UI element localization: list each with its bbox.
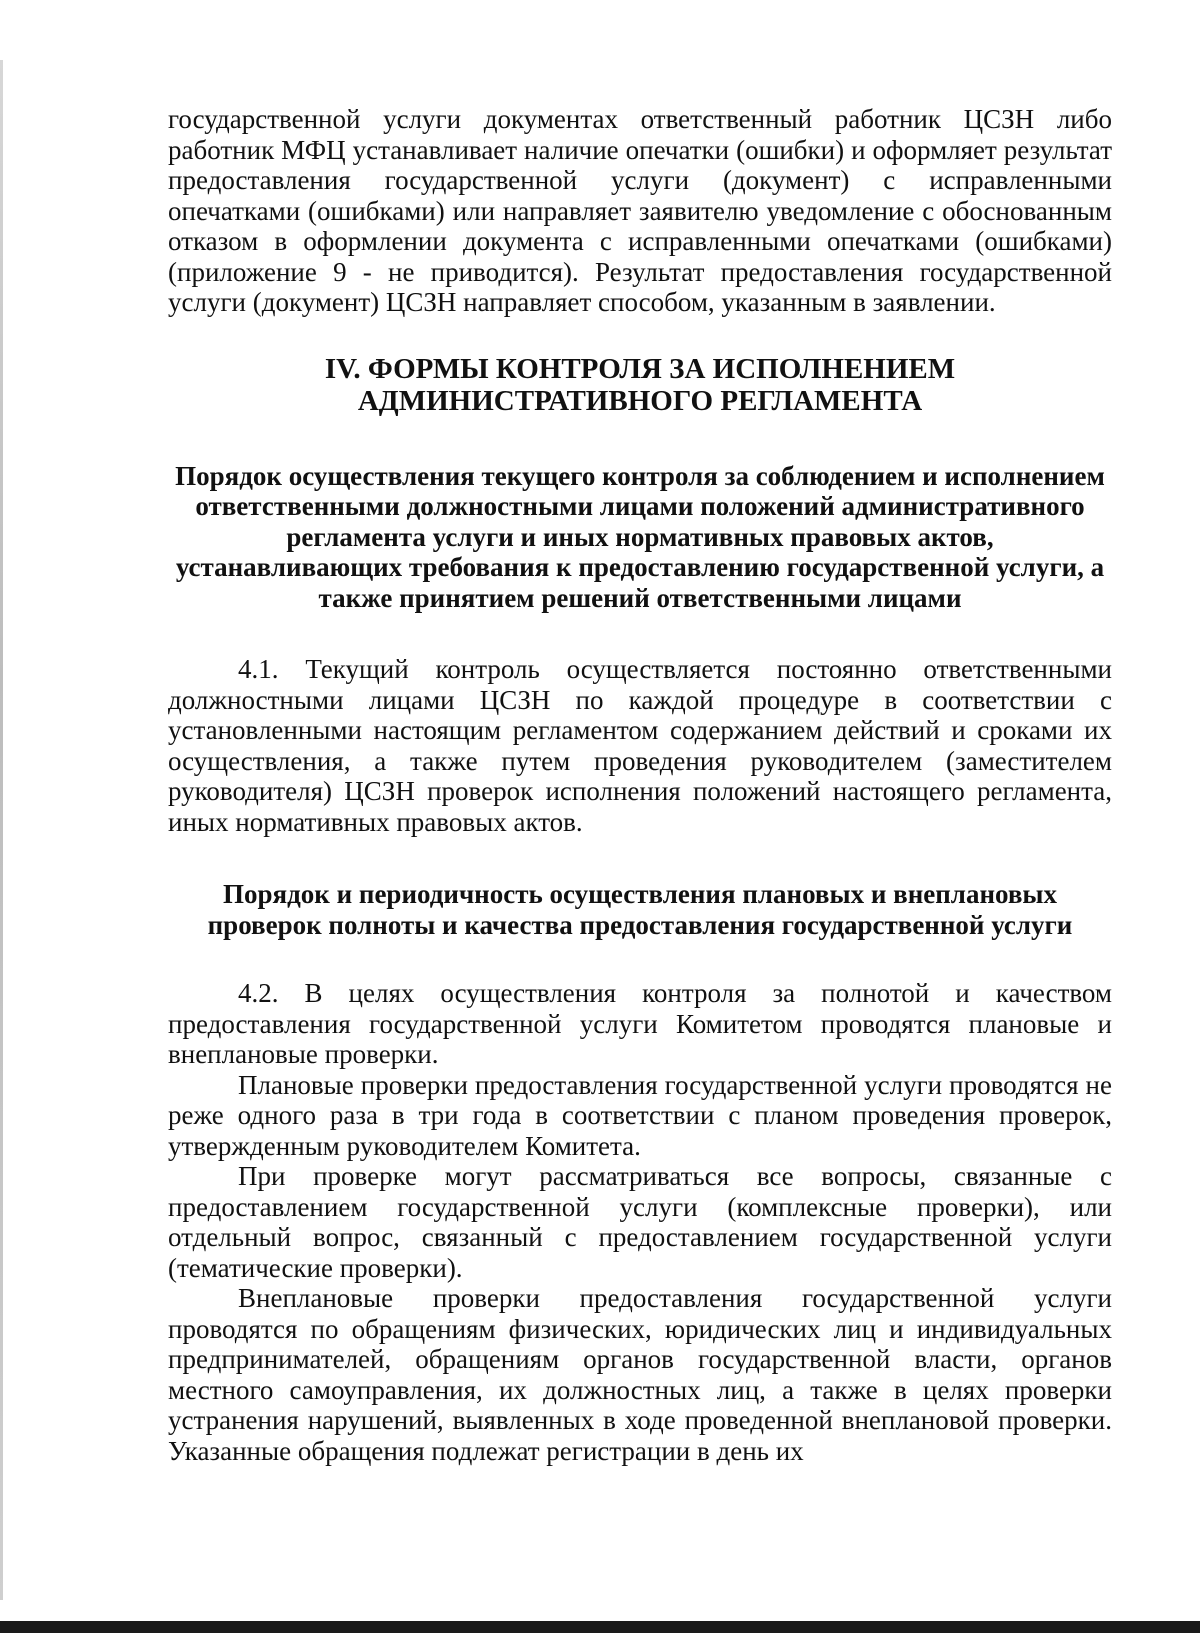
section-title-line-2: АДМИНИСТРАТИВНОГО РЕГЛАМЕНТА: [357, 384, 923, 417]
paragraph-4-2: 4.2. В целях осуществления контроля за полнотой и качеством предоставления государственной услуги Комитетом проводятся плановые и внеплановые проверки.: [168, 978, 1112, 1069]
intro-paragraph: государственной услуги документах ответственный работник ЦСЗН либо работник МФЦ устанавливает наличие опечатки (ошибки) и оформляет результат предоставления государственной услуги (документ) с исправленными опечатками (ошибками) или направляет заявителю уведомление с обоснованным отказом в оформлении документа с исправленными опечатками (ошибками) (приложение 9 - не приводится). Результат предоставления государственной услуги (документ) ЦСЗН направляет способом, указанным в заявлении.: [168, 104, 1112, 317]
subheading-current-control: Порядок осуществления текущего контроля за соблюдением и исполнением ответственными должностными лицами положений административного регламента услуги и иных нормативных правовых актов, устанавливающих требования к предоставлению государственной услуги, а также принятием решений ответственными лицами: [175, 460, 1105, 613]
scan-bottom-edge: [0, 1621, 1200, 1633]
paragraph-planned-inspections: Плановые проверки предоставления государственной услуги проводятся не реже одного раза в три года в соответствии с планом проведения проверок, утвержденным руководителем Комитета.: [168, 1069, 1112, 1161]
paragraph-unplanned-inspections: Внеплановые проверки предоставления государственной услуги проводятся по обращениям физических, юридических лиц и индивидуальных предпринимателей, обращениям органов государственной власти, органов местного самоуправления, их должностных лиц, а также в целях проверки устранения нарушений, выявленных в ходе проведенной внеплановой проверки. Указанные обращения подлежат регистрации в день их: [168, 1283, 1112, 1466]
paragraph-inspection-scope: При проверке могут рассматриваться все вопросы, связанные с предоставлением государственной услуги (комплексные проверки), или отдельный вопрос, связанный с предоставлением государственной услуги (тематические проверки).: [168, 1161, 1112, 1283]
subheading-inspections: Порядок и периодичность осуществления плановых и внеплановых проверок полноты и качества предоставления государственной услуги: [207, 879, 1073, 940]
document-page: [168, 104, 1112, 1466]
section-title-line-1: IV. ФОРМЫ КОНТРОЛЯ ЗА ИСПОЛНЕНИЕМ: [324, 352, 956, 385]
section-title: [168, 353, 1112, 417]
scan-left-edge: [0, 60, 3, 1600]
paragraph-4-1: 4.1. Текущий контроль осуществляется постоянно ответственными должностными лицами ЦСЗН по каждой процедуре в соответствии с установленными настоящим регламентом содержанием действий и сроками их осуществления, а также путем проведения руководителем (заместителем руководителя) ЦСЗН проверок исполнения положений настоящего регламента, иных нормативных правовых актов.: [168, 654, 1112, 837]
